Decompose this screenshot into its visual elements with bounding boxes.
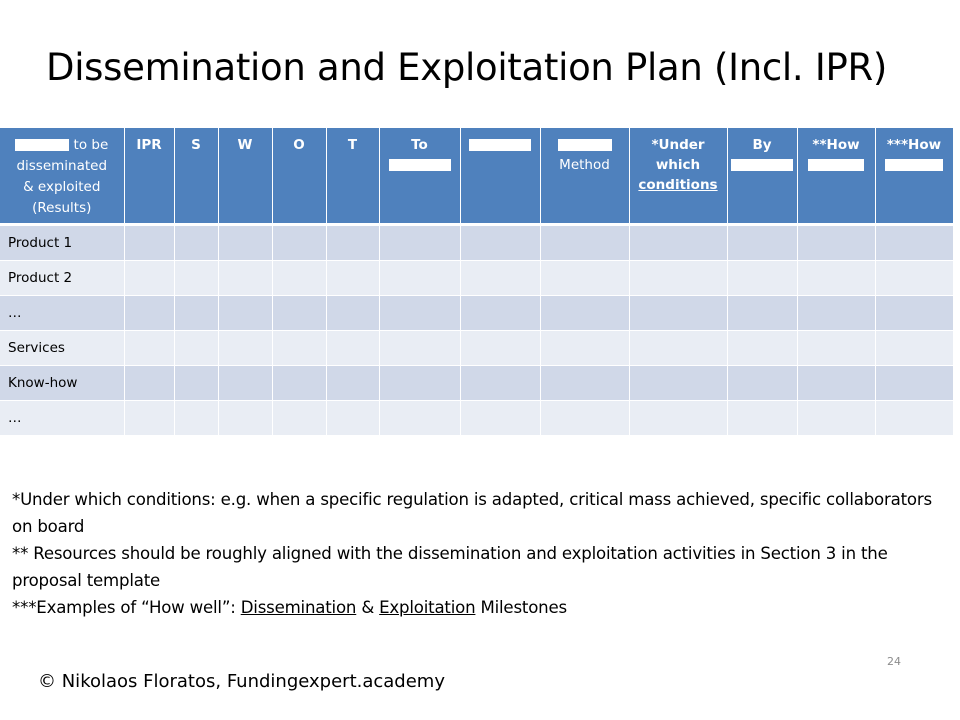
header-method: Method (540, 128, 629, 225)
footnotes (12, 486, 942, 621)
table-row (0, 296, 953, 331)
header-by: By (727, 128, 797, 225)
redaction-mark (15, 139, 69, 151)
header-how-much: **How (797, 128, 875, 225)
table-row (0, 366, 953, 401)
row-label: … (0, 401, 124, 436)
redaction-mark (389, 159, 451, 171)
redaction-mark (808, 159, 864, 171)
header-how-well: ***How (875, 128, 953, 225)
header-results: to be disseminated & exploited (Results) (0, 128, 124, 225)
footnote-resources: ** Resources should be roughly aligned with the dissemination and exploitation activities in Section 3 in the proposal template (12, 544, 888, 590)
table-row (0, 401, 953, 436)
footnote-how-well: ***Examples of “How well”: Dissemination & Exploitation Milestones (12, 598, 567, 617)
header-s: S (174, 128, 218, 225)
header-redacted (460, 128, 540, 225)
header-to: To (379, 128, 460, 225)
header-w: W (218, 128, 272, 225)
page-number: 24 (887, 655, 901, 668)
header-ipr: IPR (124, 128, 174, 225)
row-label: Services (0, 331, 124, 366)
slide-title: Dissemination and Exploitation Plan (Incl. IPR) (46, 46, 888, 89)
row-label: Product 2 (0, 261, 124, 296)
dissemination-link[interactable]: Dissemination (240, 598, 357, 617)
header-o: O (272, 128, 326, 225)
row-label: … (0, 296, 124, 331)
redaction-mark (558, 139, 612, 151)
copyright-notice: © Nikolaos Floratos, Fundingexpert.academy (38, 671, 445, 692)
redaction-mark (469, 139, 531, 151)
header-t: T (326, 128, 379, 225)
table-header-row (0, 128, 953, 225)
footnote-conditions: *Under which conditions: e.g. when a specific regulation is adapted, critical mass achieved, specific collaborators on board (12, 490, 932, 536)
table-row (0, 261, 953, 296)
redaction-mark (885, 159, 943, 171)
row-label: Know-how (0, 366, 124, 401)
row-label: Product 1 (0, 225, 124, 261)
dissemination-plan-table (0, 128, 954, 436)
table-row (0, 225, 953, 261)
exploitation-link[interactable]: Exploitation (379, 598, 476, 617)
table-row (0, 331, 953, 366)
header-under-which-conditions: *Under which conditions (629, 128, 727, 225)
redaction-mark (731, 159, 793, 171)
